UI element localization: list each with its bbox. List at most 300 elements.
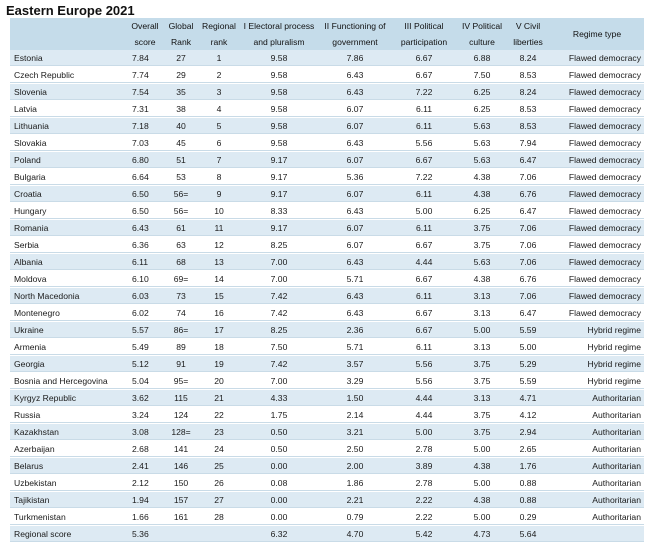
global-rank-cell: 29 xyxy=(162,67,200,84)
political-participation-cell: 5.56 xyxy=(390,356,458,373)
global-rank-cell: 63 xyxy=(162,237,200,254)
country-cell: Slovakia xyxy=(10,135,128,152)
political-culture-cell: 4.38 xyxy=(458,492,506,509)
political-culture-cell: 3.75 xyxy=(458,237,506,254)
regional-rank-cell: 6 xyxy=(200,135,238,152)
country-cell: Hungary xyxy=(10,203,128,220)
header-regime-type: Regime type xyxy=(572,29,622,39)
electoral-process-cell: 9.58 xyxy=(238,67,320,84)
electoral-process-cell: 0.50 xyxy=(238,424,320,441)
global-rank-cell xyxy=(162,526,200,543)
regime-type-cell: Flawed democracy xyxy=(550,220,644,237)
regional-rank-cell: 1 xyxy=(200,50,238,67)
table-row xyxy=(10,492,644,509)
overall-score-cell: 5.49 xyxy=(128,339,162,356)
regional-rank-cell: 12 xyxy=(200,237,238,254)
table-row xyxy=(10,288,644,305)
global-rank-cell: 95= xyxy=(162,373,200,390)
political-participation-cell: 5.42 xyxy=(390,526,458,543)
regional-rank-cell: 14 xyxy=(200,271,238,288)
political-culture-cell: 3.75 xyxy=(458,356,506,373)
overall-score-cell: 3.62 xyxy=(128,390,162,407)
political-culture-cell: 5.63 xyxy=(458,152,506,169)
country-cell: Czech Republic xyxy=(10,67,128,84)
table-row xyxy=(10,458,644,475)
political-culture-cell: 4.38 xyxy=(458,271,506,288)
political-culture-cell: 3.13 xyxy=(458,390,506,407)
political-participation-cell: 6.11 xyxy=(390,339,458,356)
regime-type-cell: Flawed democracy xyxy=(550,169,644,186)
functioning-of-government-cell: 6.07 xyxy=(320,237,390,254)
country-cell: Regional score xyxy=(10,526,128,543)
table-row xyxy=(10,390,644,407)
table-row xyxy=(10,84,644,101)
electoral-process-cell: 6.32 xyxy=(238,526,320,543)
country-cell: Bulgaria xyxy=(10,169,128,186)
country-cell: Azerbaijan xyxy=(10,441,128,458)
functioning-of-government-cell: 1.86 xyxy=(320,475,390,492)
table-row xyxy=(10,322,644,339)
country-cell: Albania xyxy=(10,254,128,271)
political-culture-cell: 3.13 xyxy=(458,339,506,356)
regime-type-cell: Flawed democracy xyxy=(550,152,644,169)
regime-type-cell: Flawed democracy xyxy=(550,305,644,322)
regime-type-cell: Hybrid regime xyxy=(550,339,644,356)
functioning-of-government-cell: 6.43 xyxy=(320,305,390,322)
electoral-process-cell: 0.00 xyxy=(238,492,320,509)
table-row xyxy=(10,220,644,237)
functioning-of-government-cell: 2.21 xyxy=(320,492,390,509)
regional-rank-cell: 8 xyxy=(200,169,238,186)
regime-type-cell: Flawed democracy xyxy=(550,203,644,220)
country-cell: Slovenia xyxy=(10,84,128,101)
header-country xyxy=(10,18,128,50)
header-global-rank: Global Rank xyxy=(168,21,194,47)
table-row xyxy=(10,67,644,84)
functioning-of-government-cell: 5.36 xyxy=(320,169,390,186)
table-row xyxy=(10,441,644,458)
global-rank-cell: 45 xyxy=(162,135,200,152)
electoral-process-cell: 7.00 xyxy=(238,254,320,271)
civil-liberties-cell: 8.53 xyxy=(506,101,550,118)
functioning-of-government-cell: 0.79 xyxy=(320,509,390,526)
electoral-process-cell: 7.50 xyxy=(238,339,320,356)
regional-rank-cell: 19 xyxy=(200,356,238,373)
electoral-process-cell: 8.25 xyxy=(238,237,320,254)
overall-score-cell: 7.18 xyxy=(128,118,162,135)
table-row xyxy=(10,356,644,373)
country-cell: North Macedonia xyxy=(10,288,128,305)
regional-rank-cell: 7 xyxy=(200,152,238,169)
country-cell: Bosnia and Hercegovina xyxy=(10,373,128,390)
global-rank-cell: 61 xyxy=(162,220,200,237)
country-cell: Montenegro xyxy=(10,305,128,322)
regime-type-cell: Hybrid regime xyxy=(550,373,644,390)
global-rank-cell: 161 xyxy=(162,509,200,526)
overall-score-cell: 6.11 xyxy=(128,254,162,271)
electoral-process-cell: 8.33 xyxy=(238,203,320,220)
table-row xyxy=(10,50,644,67)
civil-liberties-cell: 2.94 xyxy=(506,424,550,441)
civil-liberties-cell: 7.06 xyxy=(506,288,550,305)
overall-score-cell: 6.50 xyxy=(128,203,162,220)
overall-score-cell: 5.36 xyxy=(128,526,162,543)
country-cell: Poland xyxy=(10,152,128,169)
functioning-of-government-cell: 6.07 xyxy=(320,186,390,203)
political-culture-cell: 5.00 xyxy=(458,441,506,458)
regime-type-cell: Flawed democracy xyxy=(550,135,644,152)
global-rank-cell: 53 xyxy=(162,169,200,186)
functioning-of-government-cell: 6.43 xyxy=(320,203,390,220)
political-participation-cell: 6.67 xyxy=(390,322,458,339)
header-civil-liberties: V Civil liberties xyxy=(513,21,543,47)
electoral-process-cell: 9.58 xyxy=(238,50,320,67)
functioning-of-government-cell: 3.57 xyxy=(320,356,390,373)
functioning-of-government-cell: 1.50 xyxy=(320,390,390,407)
electoral-process-cell: 9.58 xyxy=(238,118,320,135)
regime-type-cell: Flawed democracy xyxy=(550,67,644,84)
header-regional-rank: Regional rank xyxy=(202,21,236,47)
electoral-process-cell: 9.58 xyxy=(238,101,320,118)
civil-liberties-cell: 5.59 xyxy=(506,373,550,390)
country-cell: Romania xyxy=(10,220,128,237)
civil-liberties-cell: 5.00 xyxy=(506,339,550,356)
regional-rank-cell: 4 xyxy=(200,101,238,118)
electoral-process-cell: 7.00 xyxy=(238,271,320,288)
table-body xyxy=(10,50,644,543)
electoral-process-cell: 0.08 xyxy=(238,475,320,492)
functioning-of-government-cell: 2.36 xyxy=(320,322,390,339)
political-participation-cell: 4.44 xyxy=(390,254,458,271)
global-rank-cell: 38 xyxy=(162,101,200,118)
global-rank-cell: 56= xyxy=(162,186,200,203)
civil-liberties-cell: 7.06 xyxy=(506,220,550,237)
functioning-of-government-cell: 7.86 xyxy=(320,50,390,67)
political-participation-cell: 2.22 xyxy=(390,509,458,526)
political-culture-cell: 4.73 xyxy=(458,526,506,543)
regional-rank-cell: 24 xyxy=(200,441,238,458)
political-culture-cell: 6.88 xyxy=(458,50,506,67)
electoral-process-cell: 7.42 xyxy=(238,356,320,373)
overall-score-cell: 6.80 xyxy=(128,152,162,169)
regional-rank-cell: 10 xyxy=(200,203,238,220)
global-rank-cell: 35 xyxy=(162,84,200,101)
overall-score-cell: 2.41 xyxy=(128,458,162,475)
civil-liberties-cell: 4.12 xyxy=(506,407,550,424)
electoral-process-cell: 9.17 xyxy=(238,220,320,237)
political-culture-cell: 5.63 xyxy=(458,135,506,152)
table-row xyxy=(10,305,644,322)
civil-liberties-cell: 5.64 xyxy=(506,526,550,543)
political-culture-cell: 3.75 xyxy=(458,373,506,390)
overall-score-cell: 6.43 xyxy=(128,220,162,237)
regional-rank-cell xyxy=(200,526,238,543)
table-row xyxy=(10,169,644,186)
political-participation-cell: 3.89 xyxy=(390,458,458,475)
political-culture-cell: 5.63 xyxy=(458,118,506,135)
political-participation-cell: 4.44 xyxy=(390,390,458,407)
regime-type-cell: Flawed democracy xyxy=(550,118,644,135)
regime-type-cell: Authoritarian xyxy=(550,458,644,475)
table-header-row xyxy=(10,18,644,50)
table-row xyxy=(10,186,644,203)
regional-rank-cell: 21 xyxy=(200,390,238,407)
political-culture-cell: 3.75 xyxy=(458,220,506,237)
political-participation-cell: 5.00 xyxy=(390,424,458,441)
political-culture-cell: 5.63 xyxy=(458,254,506,271)
regime-type-cell: Flawed democracy xyxy=(550,50,644,67)
civil-liberties-cell: 1.76 xyxy=(506,458,550,475)
country-cell: Latvia xyxy=(10,101,128,118)
global-rank-cell: 150 xyxy=(162,475,200,492)
overall-score-cell: 6.50 xyxy=(128,186,162,203)
electoral-process-cell: 1.75 xyxy=(238,407,320,424)
civil-liberties-cell: 6.47 xyxy=(506,305,550,322)
regional-rank-cell: 18 xyxy=(200,339,238,356)
overall-score-cell: 6.64 xyxy=(128,169,162,186)
table-row xyxy=(10,424,644,441)
civil-liberties-cell: 6.47 xyxy=(506,152,550,169)
civil-liberties-cell: 8.24 xyxy=(506,50,550,67)
country-cell: Moldova xyxy=(10,271,128,288)
header-overall-score: Overall score xyxy=(131,21,159,47)
civil-liberties-cell: 6.47 xyxy=(506,203,550,220)
overall-score-cell: 6.36 xyxy=(128,237,162,254)
overall-score-cell: 1.66 xyxy=(128,509,162,526)
overall-score-cell: 5.57 xyxy=(128,322,162,339)
country-cell: Tajikistan xyxy=(10,492,128,509)
civil-liberties-cell: 8.53 xyxy=(506,67,550,84)
electoral-process-cell: 0.50 xyxy=(238,441,320,458)
country-cell: Croatia xyxy=(10,186,128,203)
functioning-of-government-cell: 4.70 xyxy=(320,526,390,543)
civil-liberties-cell: 7.94 xyxy=(506,135,550,152)
page-title: Eastern Europe 2021 xyxy=(6,3,135,18)
civil-liberties-cell: 6.76 xyxy=(506,186,550,203)
political-participation-cell: 5.56 xyxy=(390,135,458,152)
country-cell: Lithuania xyxy=(10,118,128,135)
political-participation-cell: 2.78 xyxy=(390,475,458,492)
regime-type-cell: Flawed democracy xyxy=(550,254,644,271)
electoral-process-cell: 8.25 xyxy=(238,322,320,339)
political-culture-cell: 3.13 xyxy=(458,305,506,322)
regional-rank-cell: 25 xyxy=(200,458,238,475)
country-cell: Georgia xyxy=(10,356,128,373)
table-row xyxy=(10,101,644,118)
global-rank-cell: 128= xyxy=(162,424,200,441)
country-cell: Kyrgyz Republic xyxy=(10,390,128,407)
overall-score-cell: 7.03 xyxy=(128,135,162,152)
global-rank-cell: 56= xyxy=(162,203,200,220)
political-culture-cell: 4.38 xyxy=(458,186,506,203)
overall-score-cell: 7.84 xyxy=(128,50,162,67)
country-cell: Ukraine xyxy=(10,322,128,339)
civil-liberties-cell: 7.06 xyxy=(506,254,550,271)
functioning-of-government-cell: 3.21 xyxy=(320,424,390,441)
civil-liberties-cell: 6.76 xyxy=(506,271,550,288)
regional-rank-cell: 9 xyxy=(200,186,238,203)
overall-score-cell: 5.04 xyxy=(128,373,162,390)
overall-score-cell: 7.31 xyxy=(128,101,162,118)
table-row xyxy=(10,118,644,135)
global-rank-cell: 89 xyxy=(162,339,200,356)
political-culture-cell: 5.00 xyxy=(458,475,506,492)
electoral-process-cell: 0.00 xyxy=(238,458,320,475)
global-rank-cell: 73 xyxy=(162,288,200,305)
political-participation-cell: 5.00 xyxy=(390,203,458,220)
regional-rank-cell: 11 xyxy=(200,220,238,237)
political-participation-cell: 7.22 xyxy=(390,84,458,101)
regional-rank-cell: 2 xyxy=(200,67,238,84)
country-cell: Estonia xyxy=(10,50,128,67)
regime-type-cell: Authoritarian xyxy=(550,509,644,526)
political-participation-cell: 6.11 xyxy=(390,288,458,305)
regime-type-cell xyxy=(550,526,644,543)
overall-score-cell: 2.12 xyxy=(128,475,162,492)
global-rank-cell: 69= xyxy=(162,271,200,288)
political-culture-cell: 6.25 xyxy=(458,101,506,118)
functioning-of-government-cell: 6.43 xyxy=(320,254,390,271)
functioning-of-government-cell: 6.07 xyxy=(320,152,390,169)
political-participation-cell: 6.67 xyxy=(390,67,458,84)
electoral-process-cell: 4.33 xyxy=(238,390,320,407)
global-rank-cell: 27 xyxy=(162,50,200,67)
overall-score-cell: 7.54 xyxy=(128,84,162,101)
regional-rank-cell: 20 xyxy=(200,373,238,390)
regime-type-cell: Flawed democracy xyxy=(550,84,644,101)
electoral-process-cell: 9.17 xyxy=(238,169,320,186)
political-participation-cell: 6.11 xyxy=(390,118,458,135)
country-cell: Turkmenistan xyxy=(10,509,128,526)
functioning-of-government-cell: 2.00 xyxy=(320,458,390,475)
civil-liberties-cell: 5.59 xyxy=(506,322,550,339)
political-culture-cell: 7.50 xyxy=(458,67,506,84)
political-culture-cell: 6.25 xyxy=(458,203,506,220)
electoral-process-cell: 7.00 xyxy=(238,373,320,390)
table-row xyxy=(10,254,644,271)
regime-type-cell: Authoritarian xyxy=(550,407,644,424)
civil-liberties-cell: 0.88 xyxy=(506,492,550,509)
regional-rank-cell: 17 xyxy=(200,322,238,339)
regional-rank-cell: 26 xyxy=(200,475,238,492)
global-rank-cell: 124 xyxy=(162,407,200,424)
political-culture-cell: 6.25 xyxy=(458,84,506,101)
global-rank-cell: 74 xyxy=(162,305,200,322)
functioning-of-government-cell: 5.71 xyxy=(320,339,390,356)
global-rank-cell: 141 xyxy=(162,441,200,458)
civil-liberties-cell: 0.88 xyxy=(506,475,550,492)
functioning-of-government-cell: 6.43 xyxy=(320,84,390,101)
regional-rank-cell: 3 xyxy=(200,84,238,101)
political-participation-cell: 4.44 xyxy=(390,407,458,424)
civil-liberties-cell: 2.65 xyxy=(506,441,550,458)
political-participation-cell: 6.67 xyxy=(390,50,458,67)
political-participation-cell: 6.11 xyxy=(390,220,458,237)
electoral-process-cell: 9.58 xyxy=(238,135,320,152)
democracy-index-table xyxy=(10,18,644,543)
regime-type-cell: Authoritarian xyxy=(550,441,644,458)
political-culture-cell: 3.13 xyxy=(458,288,506,305)
regime-type-cell: Authoritarian xyxy=(550,475,644,492)
regime-type-cell: Authoritarian xyxy=(550,390,644,407)
regime-type-cell: Authoritarian xyxy=(550,424,644,441)
regime-type-cell: Authoritarian xyxy=(550,492,644,509)
overall-score-cell: 3.24 xyxy=(128,407,162,424)
functioning-of-government-cell: 6.07 xyxy=(320,118,390,135)
political-participation-cell: 6.67 xyxy=(390,237,458,254)
civil-liberties-cell: 4.71 xyxy=(506,390,550,407)
political-culture-cell: 4.38 xyxy=(458,169,506,186)
global-rank-cell: 115 xyxy=(162,390,200,407)
functioning-of-government-cell: 6.43 xyxy=(320,67,390,84)
table-row xyxy=(10,203,644,220)
political-participation-cell: 6.67 xyxy=(390,271,458,288)
civil-liberties-cell: 7.06 xyxy=(506,237,550,254)
table-row xyxy=(10,152,644,169)
political-culture-cell: 5.00 xyxy=(458,322,506,339)
global-rank-cell: 68 xyxy=(162,254,200,271)
civil-liberties-cell: 8.24 xyxy=(506,84,550,101)
electoral-process-cell: 0.00 xyxy=(238,509,320,526)
global-rank-cell: 86= xyxy=(162,322,200,339)
political-participation-cell: 6.11 xyxy=(390,101,458,118)
functioning-of-government-cell: 6.43 xyxy=(320,288,390,305)
regional-rank-cell: 15 xyxy=(200,288,238,305)
overall-score-cell: 2.68 xyxy=(128,441,162,458)
regime-type-cell: Flawed democracy xyxy=(550,101,644,118)
electoral-process-cell: 7.42 xyxy=(238,305,320,322)
electoral-process-cell: 9.17 xyxy=(238,186,320,203)
table-row xyxy=(10,135,644,152)
header-political-participation: III Political participation xyxy=(400,21,448,47)
table-row xyxy=(10,271,644,288)
civil-liberties-cell: 8.53 xyxy=(506,118,550,135)
political-participation-cell: 2.78 xyxy=(390,441,458,458)
political-culture-cell: 4.38 xyxy=(458,458,506,475)
functioning-of-government-cell: 6.07 xyxy=(320,220,390,237)
global-rank-cell: 157 xyxy=(162,492,200,509)
overall-score-cell: 6.10 xyxy=(128,271,162,288)
overall-score-cell: 6.03 xyxy=(128,288,162,305)
country-cell: Serbia xyxy=(10,237,128,254)
country-cell: Uzbekistan xyxy=(10,475,128,492)
functioning-of-government-cell: 3.29 xyxy=(320,373,390,390)
regime-type-cell: Flawed democracy xyxy=(550,186,644,203)
political-culture-cell: 5.00 xyxy=(458,509,506,526)
regime-type-cell: Flawed democracy xyxy=(550,237,644,254)
civil-liberties-cell: 5.29 xyxy=(506,356,550,373)
global-rank-cell: 40 xyxy=(162,118,200,135)
civil-liberties-cell: 7.06 xyxy=(506,169,550,186)
regional-rank-cell: 27 xyxy=(200,492,238,509)
overall-score-cell: 7.74 xyxy=(128,67,162,84)
functioning-of-government-cell: 2.14 xyxy=(320,407,390,424)
political-participation-cell: 2.22 xyxy=(390,492,458,509)
electoral-process-cell: 9.58 xyxy=(238,84,320,101)
civil-liberties-cell: 0.29 xyxy=(506,509,550,526)
electoral-process-cell: 7.42 xyxy=(238,288,320,305)
political-participation-cell: 5.56 xyxy=(390,373,458,390)
overall-score-cell: 6.02 xyxy=(128,305,162,322)
country-cell: Kazakhstan xyxy=(10,424,128,441)
table-row xyxy=(10,373,644,390)
political-participation-cell: 6.67 xyxy=(390,305,458,322)
global-rank-cell: 146 xyxy=(162,458,200,475)
regional-score-row xyxy=(10,526,644,543)
country-cell: Armenia xyxy=(10,339,128,356)
regional-rank-cell: 23 xyxy=(200,424,238,441)
political-participation-cell: 6.11 xyxy=(390,186,458,203)
